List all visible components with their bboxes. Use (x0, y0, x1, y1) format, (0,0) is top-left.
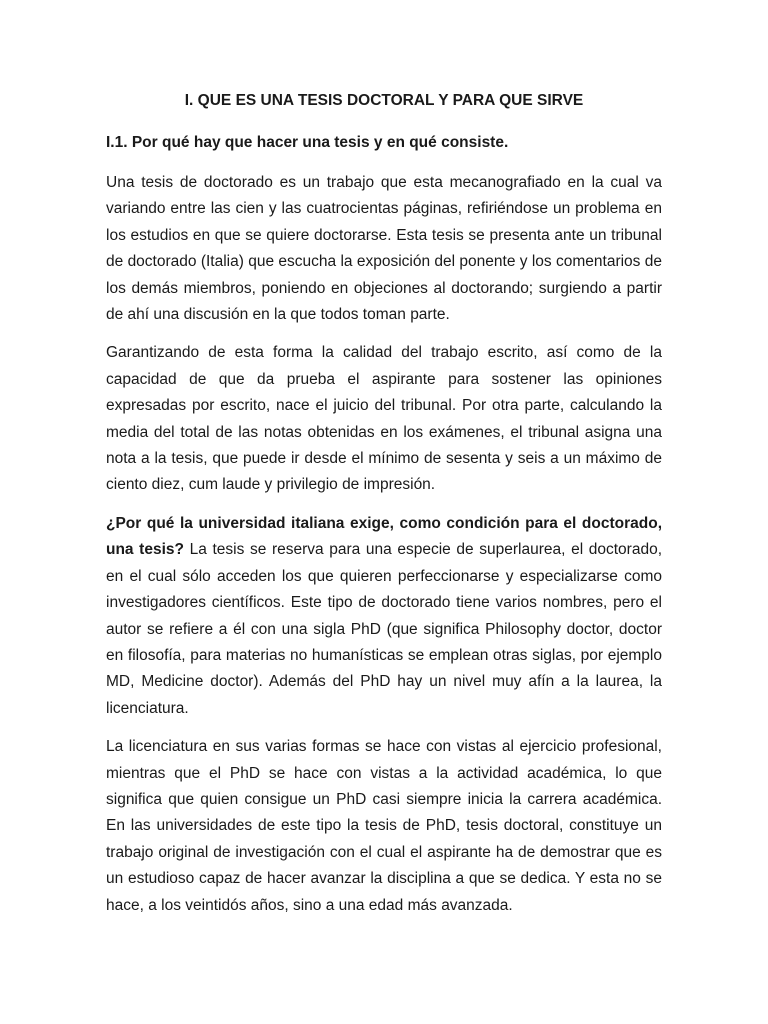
paragraph-2: Garantizando de esta forma la calidad del trabajo escrito, así como de la capacidad de que da prueba el aspirante para sostener las opiniones expresadas por escrito, nace el juicio del tribunal. Por otra parte, calculando la media del total de las notas obtenidas en los exámenes, el tribunal asigna una nota a la tesis, que puede ir desde el mínimo de sesenta y seis a un máximo de ciento diez, cum laude y privilegio de impresión. (106, 344, 662, 494)
paragraph-1: Una tesis de doctorado es un trabajo que esta mecanografiado en la cual va variando entre las cien y las cuatrocientas páginas, refiriéndose un problema en los estudios en que se quiere doctorarse. Esta tesis se presenta ante un tribunal de doctorado (Italia) que escucha la exposición del ponente y los comentarios de los demás miembros, poniendo en objeciones al doctorando; surgiendo a partir de ahí una discusión en la que todos toman parte. (106, 174, 662, 324)
paragraph-3 (106, 511, 662, 722)
paragraph-3-question: ¿Por qué la universidad italiana exige, como condición para el doctorado, una tesis? (106, 514, 662, 559)
paragraph-3-body: La tesis se reserva para una especie de superlaurea, el doctorado, en el cual sólo acceden los que quieren perfeccionarse y especializarse como investigadores científicos. Este tipo de doctorado tiene varios nombres, pero el autor se refiere a él con una sigla PhD (que significa Philosophy doctor, doctor en filosofía, para materias no humanísticas se emplean otras siglas, por ejemplo MD, Medicine doctor). Además del PhD hay un nivel muy afín a la laurea, la licenciatura. (106, 541, 662, 717)
page-title: I. QUE ES UNA TESIS DOCTORAL Y PARA QUE SIRVE (184, 92, 584, 109)
section-heading: I.1. Por qué hay que hacer una tesis y en qué consiste. (106, 134, 509, 151)
paragraph-4: La licenciatura en sus varias formas se hace con vistas al ejercicio profesional, mientras que el PhD se hace con vistas a la actividad académica, lo que significa que quien consigue un PhD casi siempre inicia la carrera académica. En las universidades de este tipo la tesis de PhD, tesis doctoral, constituye un trabajo original de investigación con el cual el aspirante ha de demostrar que es un estudioso capaz de hacer avanzar la disciplina a que se dedica. Y esta no se hace, a los veintidós años, sino a una edad más avanzada. (106, 738, 662, 914)
document-page (106, 88, 662, 931)
